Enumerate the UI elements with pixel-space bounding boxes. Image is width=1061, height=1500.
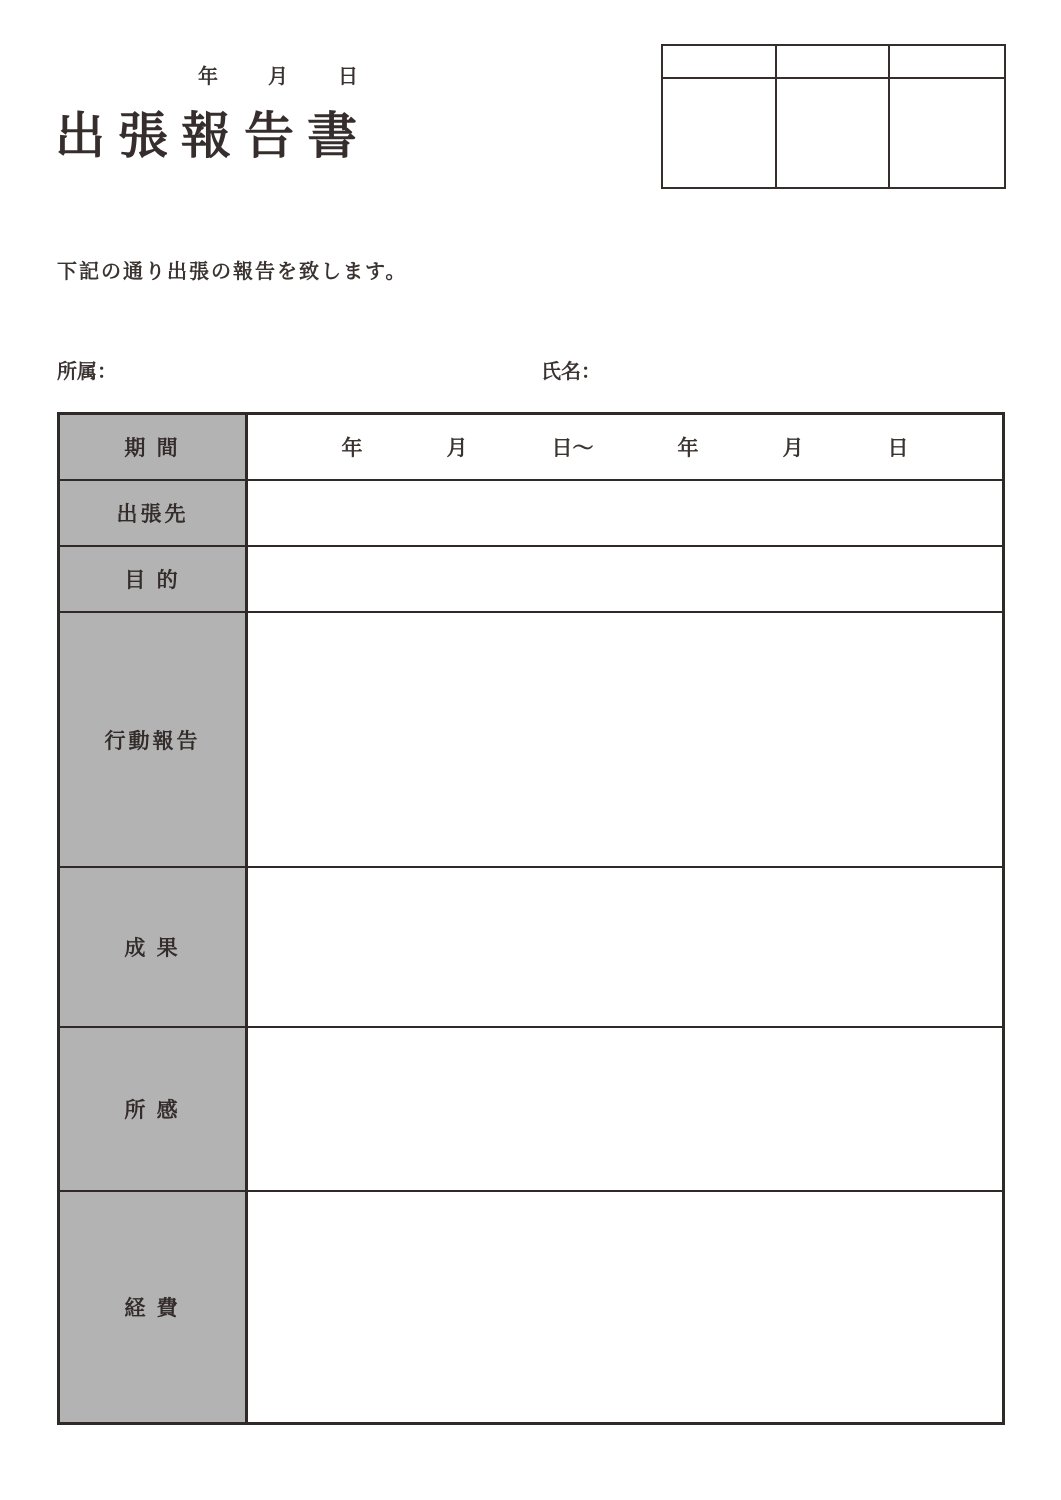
row-label-impressions: 所 感 <box>60 1028 248 1190</box>
report-table <box>57 412 1005 1425</box>
table-row-purpose <box>60 547 1002 613</box>
period-year-from-label: 年 <box>341 436 363 460</box>
approval-header-cell <box>663 46 777 79</box>
date-year-label: 年 <box>198 66 218 88</box>
row-label-period: 期 間 <box>60 415 248 479</box>
period-date-placeholders <box>248 415 1002 479</box>
row-content-results <box>248 868 1002 1026</box>
row-content-destination <box>248 481 1002 545</box>
approval-stamp-table <box>661 44 1006 189</box>
period-day-to-label: 日 <box>887 436 909 460</box>
table-row-period <box>60 415 1002 481</box>
table-row-activity-report <box>60 613 1002 868</box>
approval-stamp-cell <box>890 79 1004 187</box>
approval-header-cell <box>890 46 1004 79</box>
table-row-impressions <box>60 1028 1002 1192</box>
table-row-expenses <box>60 1192 1002 1422</box>
report-date-line <box>198 60 358 89</box>
approval-stamp-cell <box>777 79 891 187</box>
approval-header-cell <box>777 46 891 79</box>
period-month-to-label: 月 <box>782 436 804 460</box>
intro-text: 下記の通り出張の報告を致します。 <box>57 261 408 283</box>
row-content-purpose <box>248 547 1002 611</box>
affiliation-label: 所属： <box>57 361 117 383</box>
period-month-from-label: 月 <box>446 436 468 460</box>
table-row-destination <box>60 481 1002 547</box>
approval-stamp-cell <box>663 79 777 187</box>
row-content-impressions <box>248 1028 1002 1190</box>
date-month-label: 月 <box>268 66 288 88</box>
name-label: 氏名： <box>541 361 601 383</box>
row-label-results: 成 果 <box>60 868 248 1026</box>
row-label-activity-report: 行動報告 <box>60 613 248 866</box>
period-year-to-label: 年 <box>677 436 699 460</box>
row-label-purpose: 目 的 <box>60 547 248 611</box>
row-label-expenses: 経 費 <box>60 1192 248 1422</box>
period-day-from-label: 日～ <box>551 436 594 460</box>
row-content-activity-report <box>248 613 1002 866</box>
table-row-results <box>60 868 1002 1028</box>
page-title: 出張報告書 <box>55 108 370 164</box>
row-content-period <box>248 415 1002 479</box>
row-content-expenses <box>248 1192 1002 1422</box>
row-label-destination: 出張先 <box>60 481 248 545</box>
date-day-label: 日 <box>338 66 358 88</box>
